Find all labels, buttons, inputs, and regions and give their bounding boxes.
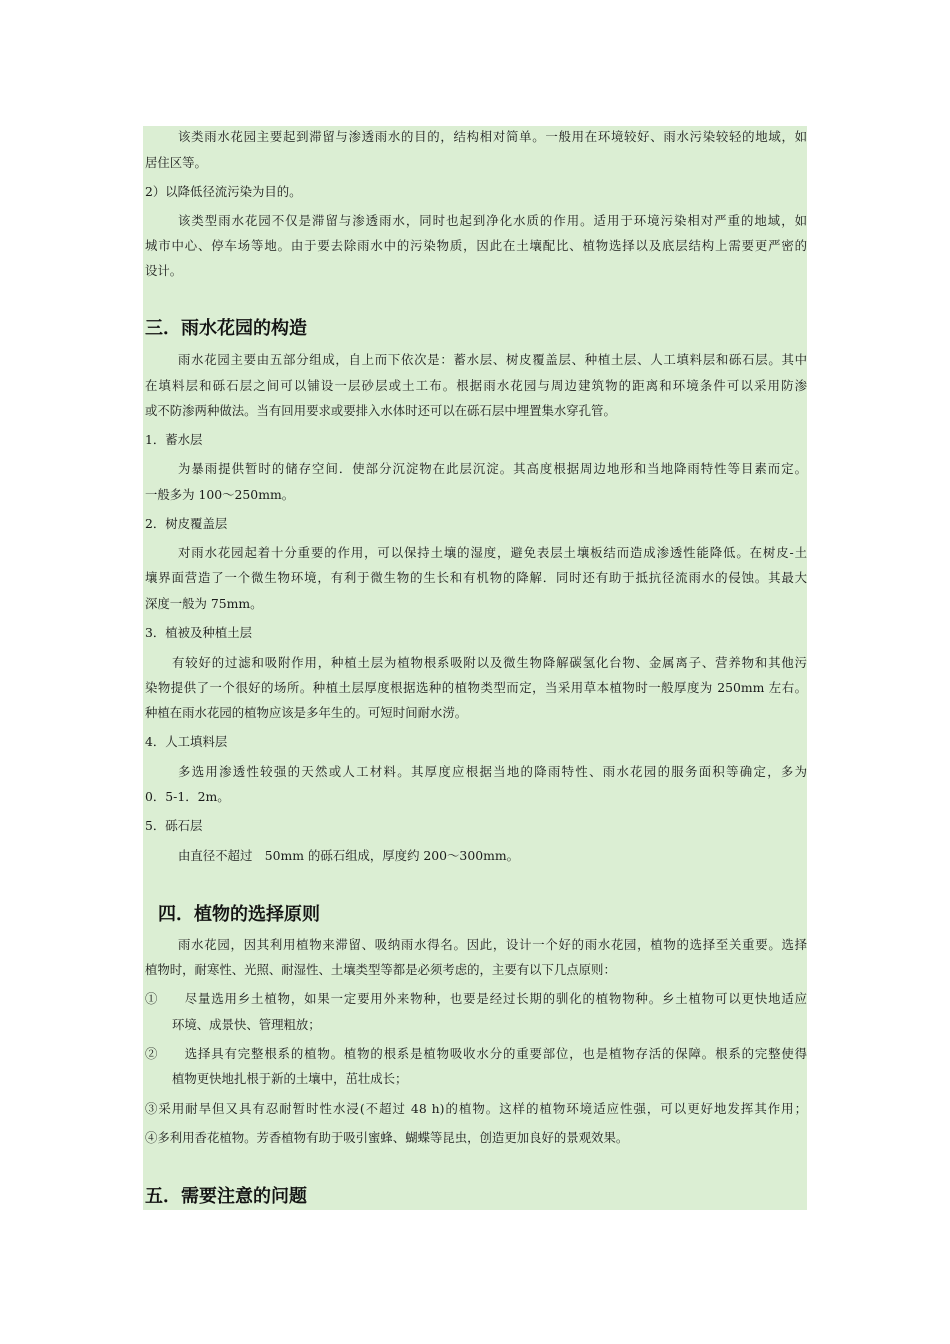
paragraph-line: 雨水花园主要由五部分组成，自上而下依次是：蓄水层、树皮覆盖层、种植土层、人工填料层和砾石层。其中	[178, 352, 807, 367]
paragraph-line: 为暴雨提供暂时的储存空间．使部分沉淀物在此层沉淀。其高度根据周边地形和当地降雨特性等目素而定。	[178, 461, 807, 476]
section-heading-3: 三．雨水花园的构造	[145, 318, 307, 339]
subheading: 5．砾石层	[145, 818, 203, 833]
subheading: 3．植被及种植土层	[145, 625, 253, 640]
subheading: 1．蓄水层	[145, 432, 203, 447]
list-item: ④多利用香花植物。芳香植物有助于吸引蜜蜂、蝴蝶等昆虫，创造更加良好的景观效果。	[145, 1130, 629, 1145]
list-marker-text: 2）以降低径流污染为目的。	[145, 184, 302, 199]
subheading: 4．人工填料层	[145, 734, 228, 749]
section-heading-5: 五．需要注意的问题	[145, 1186, 307, 1207]
paragraph-line: 城市中心、停车场等地。由于要去除雨水中的污染物质，因此在土壤配比、植物选择以及底层结构上需要更严密的	[145, 238, 807, 253]
paragraph-line: 0．5-1．2m。	[145, 789, 230, 804]
paragraph-line: 对雨水花园起着十分重要的作用，可以保持土壤的湿度，避免表层土壤板结而造成渗透性能降低。在树皮-土	[178, 545, 807, 560]
paragraph-line: 雨水花园，因其利用植物来滞留、吸纳雨水得名。因此，设计一个好的雨水花园，植物的选择至关重要。选择	[178, 937, 807, 952]
list-item: ③采用耐旱但又具有忍耐暂时性水浸(不超过 48 h)的植物。这样的植物环境适应性强，可以更好地发挥其作用；	[145, 1101, 807, 1116]
paragraph-line: 设计。	[145, 263, 183, 278]
subheading: 2．树皮覆盖层	[145, 516, 228, 531]
paragraph-line: 或不防渗两种做法。当有回用要求或要排入水体时还可以在砾石层中埋置集水穿孔管。	[145, 403, 616, 418]
paragraph-line: 种植在雨水花园的植物应该是多年生的。可短时间耐水涝。	[145, 705, 468, 720]
paragraph-line: 深度一般为 75mm。	[145, 596, 263, 611]
list-item-continuation: 环境、成景快、管理粗放；	[172, 1017, 321, 1032]
paragraph-line: 居住区等。	[145, 155, 207, 170]
paragraph-line: 在填料层和砾石层之间可以铺设一层砂层或土工布。根据雨水花园与周边建筑物的距离和环境条件可以采用防渗	[145, 378, 807, 393]
paragraph-line: 多选用渗透性较强的天然或人工材料。其厚度应根据当地的降雨特性、雨水花园的服务面积等确定，多为	[178, 764, 807, 779]
paragraph-line: 壤界面营造了一个微生物环境，有利于微生物的生长和有机物的降解．同时还有助于抵抗径流雨水的侵蚀。其最大	[145, 570, 807, 585]
list-item-continuation: 植物更快地扎根于新的土壤中，茁壮成长；	[172, 1071, 408, 1086]
list-item: ① 尽量选用乡土植物，如果一定要用外来物种，也要是经过长期的驯化的植物物种。乡土植物可以更快地适应	[145, 991, 807, 1006]
list-item: ② 选择具有完整根系的植物。植物的根系是植物吸收水分的重要部位，也是植物存活的保障。根系的完整使得	[145, 1046, 807, 1061]
paragraph-line: 由直径不超过 50mm 的砾石组成，厚度约 200～300mm。	[178, 848, 519, 863]
section-heading-4: 四．植物的选择原则	[158, 904, 320, 925]
paragraph-line: 有较好的过滤和吸附作用，种植土层为植物根系吸附以及微生物降解碳氢化台物、金属离子、营养物和其他污	[172, 655, 807, 670]
paragraph-line: 染物提供了一个很好的场所。种植土层厚度根据选种的植物类型而定，当采用草本植物时一般厚度为 250mm 左右。	[145, 680, 807, 695]
paragraph-line: 一般多为 100～250mm。	[145, 487, 295, 502]
paragraph-line: 该类型雨水花园不仅是滞留与渗透雨水，同时也起到净化水质的作用。适用于环境污染相对严重的地域，如	[178, 213, 807, 228]
paragraph-line: 植物时，耐寒性、光照、耐湿性、土壤类型等都是必须考虑的，主要有以下几点原则：	[145, 962, 616, 977]
paragraph-line: 该类雨水花园主要起到滞留与渗透雨水的目的，结构相对简单。一般用在环境较好、雨水污染较轻的地域，如	[178, 129, 807, 144]
